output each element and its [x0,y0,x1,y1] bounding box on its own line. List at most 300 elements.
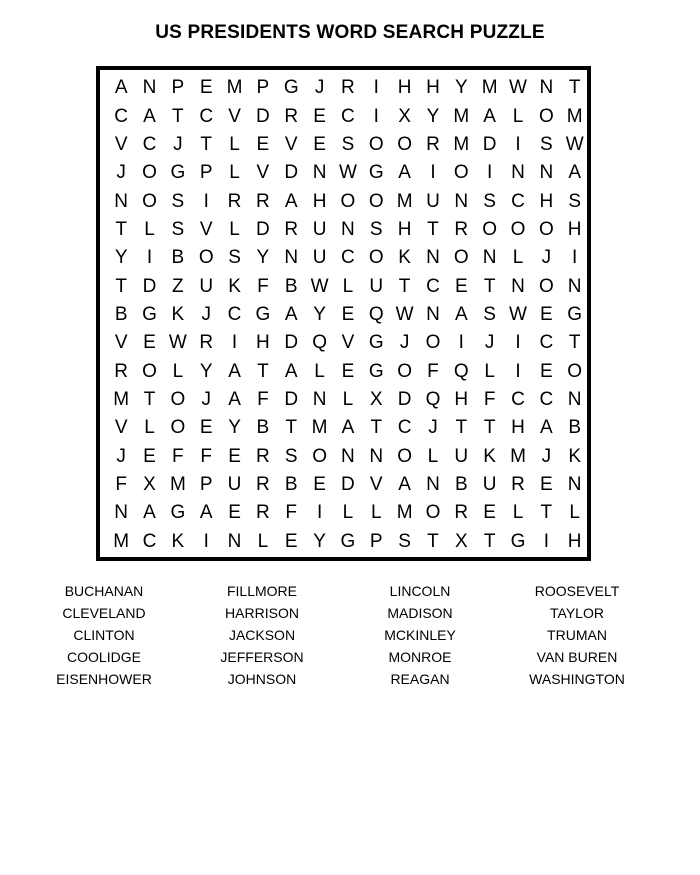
word-list-item: CLINTON [73,627,135,643]
grid-cell[interactable]: G [567,303,583,325]
grid-cell[interactable]: H [539,190,554,212]
grid-cell[interactable]: I [373,77,379,99]
grid-cell[interactable]: E [228,502,241,524]
grid-cell[interactable]: L [342,388,354,410]
grid-cell[interactable]: N [567,473,582,495]
grid-cell[interactable]: Y [426,105,440,127]
grid-cell[interactable]: R [284,105,299,127]
grid-cell[interactable]: J [116,162,126,184]
grid-cell[interactable]: S [483,190,496,212]
grid-cell[interactable]: Y [313,303,326,325]
grid-cell[interactable]: N [426,247,440,269]
grid-cell[interactable]: L [144,417,155,439]
grid-cell[interactable]: I [572,247,578,269]
grid-cell[interactable]: E [539,360,553,382]
grid-cell[interactable]: A [398,162,411,184]
grid-cell[interactable]: O [538,275,554,297]
grid-cell[interactable]: A [483,105,496,127]
grid-cell[interactable]: A [398,473,411,495]
word-list-item: MCKINLEY [384,627,456,643]
grid-cell[interactable]: T [115,275,127,297]
grid-cell[interactable]: U [369,275,384,297]
grid-cell[interactable]: E [454,275,468,297]
grid-cell[interactable]: Y [199,360,213,382]
grid-cell[interactable]: H [397,218,412,240]
grid-cell[interactable]: J [541,247,552,269]
grid-cell[interactable]: R [341,77,355,99]
grid-cell[interactable]: W [395,303,414,325]
grid-cell[interactable]: W [310,275,329,297]
grid-cell[interactable]: B [454,473,468,495]
grid-cell[interactable]: Q [425,388,441,410]
grid-cell[interactable]: Y [114,247,128,269]
grid-cell[interactable]: U [199,275,214,297]
grid-cell[interactable]: O [142,190,157,212]
grid-cell[interactable]: O [142,360,157,382]
grid-cell[interactable]: V [369,473,383,495]
grid-cell[interactable]: A [284,360,298,382]
grid-cell[interactable]: E [284,530,298,552]
grid-cell[interactable]: T [398,275,411,297]
grid-cell[interactable]: V [114,133,128,155]
grid-cell[interactable]: R [284,218,299,240]
grid-cell[interactable]: L [427,445,439,467]
grid-cell[interactable]: A [228,388,241,410]
grid-cell[interactable]: C [511,190,525,212]
grid-cell[interactable]: R [454,218,469,240]
grid-cell[interactable]: N [567,388,582,410]
grid-cell[interactable]: E [341,360,355,382]
grid-cell[interactable]: J [314,77,325,99]
grid-cell[interactable]: B [568,417,582,439]
grid-cell[interactable]: M [169,473,186,495]
grid-cell[interactable]: H [567,218,582,240]
grid-cell[interactable]: R [199,332,214,354]
grid-cell[interactable]: N [426,303,440,325]
grid-cell[interactable]: H [567,530,582,552]
grid-cell[interactable]: I [203,530,209,552]
grid-cell[interactable]: V [256,162,270,184]
grid-cell[interactable]: V [341,332,355,354]
grid-cell[interactable]: L [144,218,155,240]
puzzle-grid [96,66,591,561]
grid-cell[interactable]: O [368,190,384,212]
grid-cell[interactable]: E [199,417,213,439]
grid-cell[interactable]: A [199,502,213,524]
grid-cell[interactable]: E [539,303,553,325]
grid-cell[interactable]: H [397,77,412,99]
grid-cell[interactable]: G [283,77,299,99]
grid-cell[interactable]: N [511,162,525,184]
grid-cell[interactable]: A [228,360,241,382]
grid-cell[interactable]: N [312,162,327,184]
grid-cell[interactable]: T [483,530,496,552]
grid-cell[interactable]: C [539,388,554,410]
grid-cell[interactable]: X [454,530,468,552]
grid-cell[interactable]: O [453,162,469,184]
grid-cell[interactable]: Z [172,275,184,297]
grid-cell[interactable]: V [284,133,298,155]
grid-cell[interactable]: R [256,445,270,467]
grid-cell[interactable]: U [482,473,497,495]
grid-cell[interactable]: R [227,190,242,212]
grid-cell[interactable]: F [257,388,269,410]
grid-cell[interactable]: T [427,218,439,240]
grid-cell[interactable]: N [539,77,554,99]
grid-cell[interactable]: D [341,473,355,495]
grid-cell[interactable]: C [539,332,554,354]
grid-cell[interactable]: B [171,247,185,269]
grid-cell[interactable]: T [540,502,553,524]
grid-cell[interactable]: A [568,162,582,184]
grid-cell[interactable]: N [511,275,525,297]
grid-cell[interactable]: C [341,247,355,269]
grid-cell[interactable]: D [256,218,270,240]
grid-cell[interactable]: K [228,275,241,297]
grid-cell[interactable]: A [454,303,468,325]
grid-cell[interactable]: L [512,247,524,269]
grid-cell[interactable]: M [396,502,413,524]
grid-cell[interactable]: G [340,530,356,552]
grid-cell[interactable]: T [370,417,383,439]
letter-grid [107,74,589,556]
grid-cell[interactable]: F [427,360,439,382]
grid-cell[interactable]: I [515,360,521,382]
grid-cell[interactable]: L [512,502,524,524]
grid-cell[interactable]: H [454,388,469,410]
grid-cell[interactable]: R [511,473,525,495]
grid-cell[interactable]: T [568,332,581,354]
grid-cell[interactable]: S [341,133,355,155]
grid-cell[interactable]: M [481,77,498,99]
grid-cell[interactable]: N [114,502,129,524]
grid-cell[interactable]: F [483,388,496,410]
grid-cell[interactable]: E [199,77,213,99]
word-list-item: JOHNSON [227,671,297,687]
grid-cell[interactable]: T [115,218,127,240]
grid-cell[interactable]: O [170,417,186,439]
grid-cell[interactable]: A [143,502,156,524]
grid-cell[interactable]: K [483,445,496,467]
grid-cell[interactable]: M [113,388,130,410]
grid-cell[interactable]: L [229,218,240,240]
grid-cell[interactable]: M [566,105,583,127]
grid-cell[interactable]: P [256,77,270,99]
grid-cell[interactable]: C [142,530,157,552]
grid-cell[interactable]: N [284,247,299,269]
grid-cell[interactable]: J [399,332,410,354]
grid-cell[interactable]: J [428,417,438,439]
grid-cell[interactable]: A [284,190,298,212]
grid-cell[interactable]: I [373,105,379,127]
grid-cell[interactable]: U [312,247,327,269]
word-column [24,580,184,690]
grid-cell[interactable]: L [569,502,580,524]
grid-cell[interactable]: L [314,360,325,382]
grid-cell[interactable]: T [257,360,269,382]
grid-cell[interactable]: L [484,360,495,382]
grid-cell[interactable]: J [201,303,211,325]
grid-cell[interactable]: O [368,133,384,155]
grid-cell[interactable]: G [142,303,157,325]
grid-cell[interactable]: C [114,105,129,127]
grid-cell[interactable]: A [284,303,298,325]
grid-cell[interactable]: M [453,133,470,155]
grid-cell[interactable]: A [143,105,156,127]
grid-cell[interactable]: P [171,77,185,99]
grid-cell[interactable]: V [228,105,241,127]
grid-cell[interactable]: S [369,218,383,240]
grid-cell[interactable]: N [454,190,469,212]
grid-cell[interactable]: O [425,332,441,354]
grid-cell[interactable]: K [568,445,582,467]
grid-cell[interactable]: D [256,105,270,127]
grid-cell[interactable]: G [170,502,186,524]
grid-cell[interactable]: T [285,417,298,439]
grid-cell[interactable]: D [482,133,497,155]
grid-cell[interactable]: X [369,388,383,410]
grid-cell[interactable]: S [398,530,411,552]
grid-cell[interactable]: I [146,247,153,269]
grid-cell[interactable]: R [256,190,270,212]
grid-cell[interactable]: O [567,360,583,382]
word-list-item: ROOSEVELT [534,583,620,599]
grid-cell[interactable]: L [257,530,269,552]
grid-cell[interactable]: V [114,332,128,354]
grid-cell[interactable]: B [284,473,298,495]
grid-cell[interactable]: V [199,218,213,240]
grid-cell[interactable]: I [458,332,464,354]
grid-cell[interactable]: S [539,133,553,155]
grid-cell[interactable]: D [284,388,299,410]
grid-cell[interactable]: T [427,530,439,552]
grid-cell[interactable]: N [114,190,129,212]
grid-cell[interactable]: S [171,190,185,212]
grid-cell[interactable]: I [316,502,323,524]
grid-cell[interactable]: O [142,162,157,184]
grid-cell[interactable]: W [509,303,527,325]
grid-cell[interactable]: T [483,417,496,439]
grid-cell[interactable]: X [143,473,156,495]
grid-cell[interactable]: N [539,162,554,184]
grid-cell[interactable]: D [142,275,157,297]
grid-cell[interactable]: T [483,275,496,297]
grid-cell[interactable]: Q [312,332,327,354]
grid-cell[interactable]: U [426,190,440,212]
grid-cell[interactable]: D [284,332,299,354]
grid-cell[interactable]: N [567,275,582,297]
grid-cell[interactable]: I [430,162,436,184]
grid-cell[interactable]: W [168,332,187,354]
grid-cell[interactable]: L [370,502,382,524]
grid-cell[interactable]: E [539,473,553,495]
grid-cell[interactable]: J [541,445,552,467]
word-list-item: BUCHANAN [64,583,144,599]
grid-cell[interactable]: M [113,530,130,552]
grid-cell[interactable]: G [510,530,526,552]
grid-cell[interactable]: O [368,247,384,269]
grid-cell[interactable]: O [397,360,412,382]
word-list-item: LINCOLN [389,583,451,599]
grid-cell[interactable]: T [143,388,156,410]
grid-cell[interactable]: T [568,77,581,99]
grid-cell[interactable]: N [142,77,157,99]
grid-cell[interactable]: P [369,530,383,552]
grid-cell[interactable]: C [142,133,157,155]
grid-cell[interactable]: I [203,190,209,212]
grid-cell[interactable]: A [341,417,355,439]
grid-cell[interactable]: P [199,473,213,495]
grid-cell[interactable]: W [565,133,584,155]
grid-cell[interactable]: E [341,303,355,325]
word-list-item: HARRISON [225,605,299,621]
grid-cell[interactable]: F [257,275,269,297]
grid-cell[interactable]: R [454,502,469,524]
grid-cell[interactable]: N [426,473,440,495]
grid-cell[interactable]: Y [313,530,326,552]
grid-cell[interactable]: E [483,502,496,524]
grid-cell[interactable]: J [201,388,211,410]
grid-cell[interactable]: D [397,388,412,410]
grid-cell[interactable]: L [512,105,524,127]
grid-cell[interactable]: R [256,502,270,524]
grid-cell[interactable]: O [340,190,356,212]
grid-cell[interactable]: G [255,303,271,325]
grid-cell[interactable]: K [398,247,411,269]
grid-cell[interactable]: F [172,445,184,467]
grid-cell[interactable]: U [454,445,469,467]
grid-cell[interactable]: C [511,388,525,410]
grid-cell[interactable]: A [114,77,128,99]
grid-cell[interactable]: E [143,445,156,467]
grid-cell[interactable]: E [313,105,326,127]
grid-cell[interactable]: N [341,445,355,467]
grid-cell[interactable]: L [342,275,354,297]
grid-cell[interactable]: M [453,105,470,127]
grid-cell[interactable]: E [143,332,156,354]
grid-cell[interactable]: C [397,417,412,439]
grid-cell[interactable]: N [227,530,242,552]
grid-cell[interactable]: N [341,218,355,240]
grid-cell[interactable]: C [426,275,440,297]
grid-cell[interactable]: I [515,133,521,155]
grid-cell[interactable]: J [484,332,495,354]
grid-cell[interactable]: L [229,162,240,184]
grid-cell[interactable]: U [227,473,242,495]
grid-cell[interactable]: M [226,77,243,99]
grid-cell[interactable]: G [170,162,186,184]
grid-cell[interactable]: Y [228,417,241,439]
grid-cell[interactable]: G [368,162,384,184]
grid-cell[interactable]: F [200,445,212,467]
grid-cell[interactable]: M [510,445,526,467]
grid-cell[interactable]: R [114,360,129,382]
grid-cell[interactable]: O [312,445,327,467]
grid-cell[interactable]: I [487,162,493,184]
grid-cell[interactable]: L [229,133,240,155]
grid-cell[interactable]: E [313,133,326,155]
grid-cell[interactable]: O [453,247,469,269]
grid-cell[interactable]: U [312,218,327,240]
grid-cell[interactable]: S [284,445,298,467]
grid-cell[interactable]: O [198,247,214,269]
grid-cell[interactable]: W [338,162,357,184]
grid-cell[interactable]: B [256,417,270,439]
grid-cell[interactable]: S [568,190,582,212]
grid-cell[interactable]: T [172,105,184,127]
grid-cell[interactable]: R [426,133,440,155]
grid-cell[interactable]: X [398,105,411,127]
grid-cell[interactable]: C [227,303,242,325]
grid-cell[interactable]: O [170,388,186,410]
grid-cell[interactable]: E [256,133,270,155]
grid-cell[interactable]: A [539,417,553,439]
grid-cell[interactable]: F [115,473,127,495]
grid-cell[interactable]: H [256,332,270,354]
grid-cell[interactable]: O [425,502,441,524]
grid-cell[interactable]: Y [256,247,270,269]
grid-cell[interactable]: K [171,303,185,325]
grid-cell[interactable]: Q [453,360,469,382]
grid-cell[interactable]: H [426,77,440,99]
grid-cell[interactable]: I [543,530,549,552]
grid-cell[interactable]: S [171,218,185,240]
grid-cell[interactable]: Q [368,303,384,325]
grid-cell[interactable]: N [312,388,327,410]
grid-cell[interactable]: G [368,360,384,382]
grid-cell[interactable]: M [311,417,328,439]
grid-cell[interactable]: T [455,417,468,439]
grid-cell[interactable]: J [116,445,126,467]
grid-cell[interactable]: K [171,530,185,552]
grid-cell[interactable]: O [538,218,554,240]
grid-cell[interactable]: W [509,77,527,99]
grid-cell[interactable]: D [284,162,299,184]
grid-cell[interactable]: O [538,105,554,127]
grid-cell[interactable]: L [342,502,354,524]
grid-cell[interactable]: O [482,218,498,240]
grid-cell[interactable]: E [313,473,326,495]
grid-cell[interactable]: C [199,105,214,127]
grid-cell[interactable]: O [510,218,526,240]
word-list-item: WASHINGTON [529,671,625,687]
grid-cell[interactable]: V [114,417,128,439]
grid-cell[interactable]: B [284,275,298,297]
grid-cell[interactable]: H [511,417,525,439]
grid-cell[interactable]: I [515,332,521,354]
grid-cell[interactable]: P [199,162,213,184]
grid-cell[interactable]: N [482,247,497,269]
grid-cell[interactable]: O [397,133,412,155]
grid-cell[interactable]: G [368,332,384,354]
grid-cell[interactable]: O [397,445,412,467]
grid-cell[interactable]: S [228,247,241,269]
grid-cell[interactable]: I [231,332,238,354]
grid-cell[interactable]: Y [454,77,468,99]
grid-cell[interactable]: M [396,190,413,212]
grid-cell[interactable]: H [312,190,327,212]
grid-cell[interactable]: R [256,473,270,495]
grid-cell[interactable]: S [483,303,496,325]
grid-cell[interactable]: T [200,133,212,155]
grid-cell[interactable]: J [173,133,183,155]
grid-cell[interactable]: B [114,303,128,325]
grid-cell[interactable]: F [285,502,298,524]
grid-cell[interactable]: L [172,360,184,382]
grid-cell[interactable]: C [341,105,355,127]
grid-cell[interactable]: N [369,445,384,467]
grid-cell[interactable]: E [228,445,241,467]
